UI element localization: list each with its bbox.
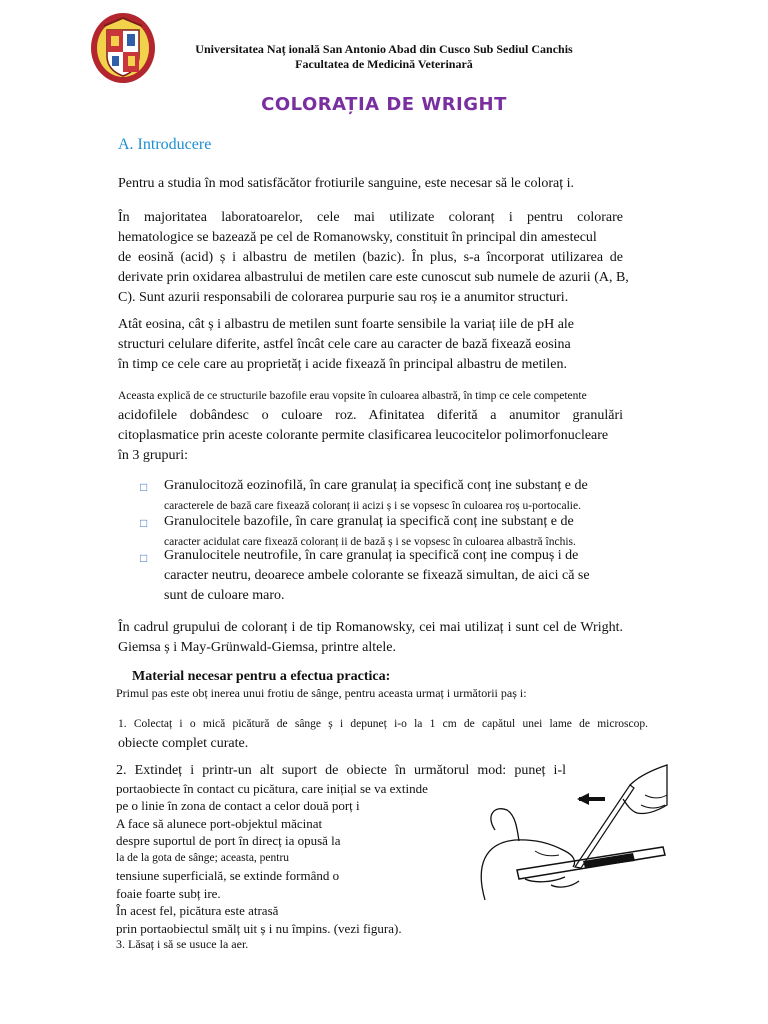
step-1: 1. Colectaț i o mică picătură de sânge ș i depuneț i-o la 1 cm de capătul unei lame de microscop. obiecte complet curate. bbox=[118, 718, 648, 751]
header-university: Universitatea Naț ională San Antonio Abad din Cusco Sub Sediul Canchis bbox=[195, 42, 573, 56]
paragraph-3: Atât eosina, cât ș i albastru de metilen sunt foarte sensibile la variaț iile de pH ale structuri celulare diferite, astfel încât cele care au caracter de bază fixează eosina în timp ce cele care au proprietăț i acide fixează în principal albastru de metilen. bbox=[118, 317, 575, 372]
section-heading: A. Introducere bbox=[118, 136, 212, 153]
paragraph-4: Aceasta explică de ce structurile bazofile erau vopsite în culoarea albastră, în timp ce cele competente acidofilele dobândesc o culoare roz. Afinitatea diferită a anumitor granulări citoplasmatice prin aceste colorante permite clasificarea leucocitelor polimorfonucleare în 3 grupuri: bbox=[118, 390, 623, 463]
step-3: 3. Lăsaț i să se usuce la aer. bbox=[116, 937, 249, 951]
list-item: Granulocitele bazofile, în care granulaț ia specifică conț ine substanț e de caracter acidulat care fixează coloranț ii de bază ș i se vopsesc în culoarea albastră închis. bbox=[164, 514, 576, 548]
material-intro: Primul pas este obț inerea unui frotiu de sânge, pentru aceasta urmaț i următorii paș i: bbox=[116, 686, 527, 700]
step-2: 2. Extindeț i printr-un alt suport de obiecte în următorul mod: puneț i-l portaobiecte în contact cu picătura, care inițial se va extinde pe o linie în zona de contact a celor două porț i A face să alunece port-objektul măcinat despre suportul de port în direcț ia opusă la la de la gota de sânge; aceasta, pentru tensiune superficială, se extinde formând o foaie foarte subț ire. În acest fel, picătura este atrasă prin portaobiectul smălț uit ș i nu împins. (vezi figura). bbox=[116, 763, 566, 936]
paragraph-1: Pentru a studia în mod satisfăcător frotiurile sanguine, este necesar să le coloraț i. bbox=[118, 176, 575, 191]
blood-smear-figure bbox=[455, 755, 670, 900]
material-heading: Material necesar pentru a efectua practica: bbox=[132, 669, 391, 684]
bullet-icon: □ bbox=[140, 551, 148, 565]
bullet-icon: □ bbox=[140, 516, 148, 530]
header-faculty: Facultatea de Medicină Veterinară bbox=[295, 57, 473, 71]
university-logo bbox=[90, 12, 156, 84]
list-item: Granulocitele neutrofile, în care granulaț ia specifică conț ine compuș i de caracter neutru, deoarece ambele colorante se fixează simultan, de aici că se sunt de culoare maro. bbox=[164, 548, 590, 603]
paragraph-2: În majoritatea laboratoarelor, cele mai utilizate coloranț i pentru colorare hematologice se bazează pe cel de Romanowsky, constituit în principal din amestecul de eosină (acid) ș i albastru de metilen (bazic). În plus, s-a încorporat utilizarea de derivate prin oxidarea albastrului de metilen care este cunoscut sub numele de azurii (A, B, C). Sunt azurii responsabili de colorarea purpurie sau roș ie a anumitor structuri. bbox=[118, 210, 629, 305]
paragraph-5: În cadrul grupului de coloranț i de tip Romanowsky, cei mai utilizaț i sunt cel de Wright. Giemsa ș i May-Grünwald-Giemsa, printre altele. bbox=[118, 620, 623, 655]
document-title: COLORAȚIA DE WRIGHT bbox=[261, 94, 507, 115]
bullet-icon: □ bbox=[140, 480, 148, 494]
list-item: Granulocitoză eozinofilă, în care granulaț ia specifică conț ine substanț e de caracterele de bază care fixează coloranț ii acizi ș i se vopsesc în culoarea roș u-portocalie. bbox=[164, 478, 588, 512]
